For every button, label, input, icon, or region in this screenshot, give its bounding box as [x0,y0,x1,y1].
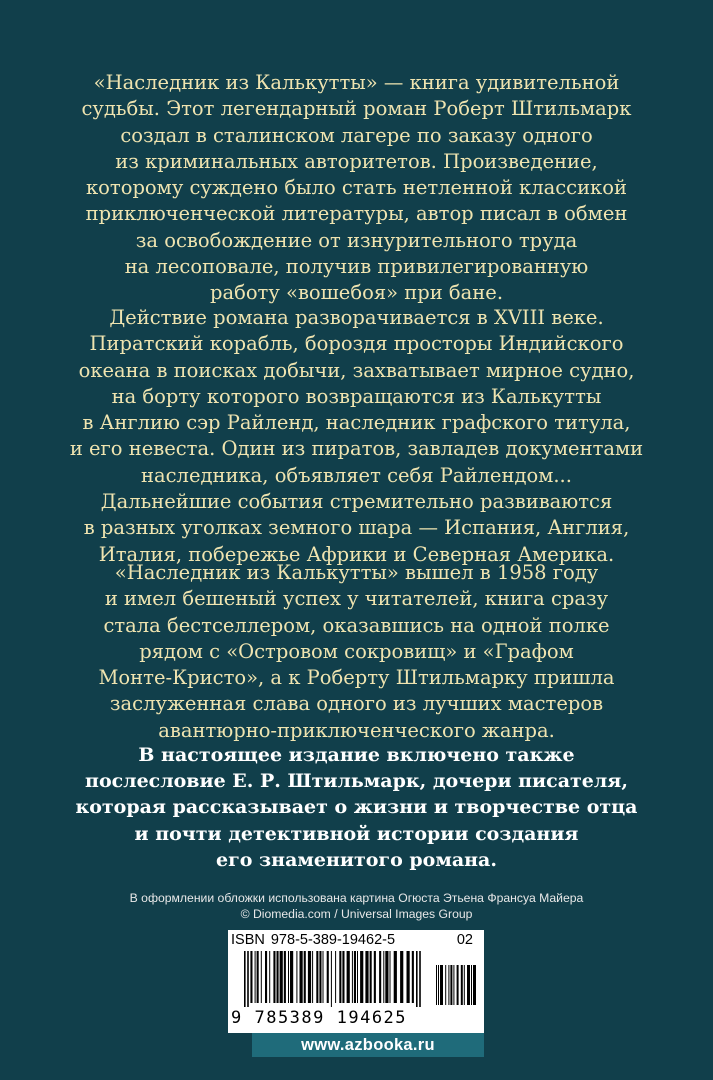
text-line: послесловие Е. Р. Штильмарк, дочери писателя, [85,770,628,793]
barcode-bar [379,951,381,1003]
text-line: в разных уголках земного шара — Испания, Англия, [83,516,630,540]
barcode-bar [312,951,313,1003]
barcode-bar [407,951,410,1003]
text-line: Пиратский корабль, бороздя просторы Индийского [89,332,624,356]
isbn-label [231,932,481,948]
barcode-bar [357,951,358,1003]
credit-line: В оформлении обложки использована картина Огюста Этьена Франсуа Майера [129,891,584,905]
barcode-bar [261,951,262,1003]
text-line: наследника, объявляет себя Райлендом... [141,463,572,487]
text-line: стала бестселлером, оказавшись на одной полке [103,613,610,637]
text-line: рядом с «Островом сокровищ» и «Графом [139,639,574,663]
barcode-bar [273,951,275,1003]
barcode-addon-bar [440,965,443,1005]
credit-line: © Diomedia.com / Universal Images Group [240,907,473,921]
text-line: Дальнейшие события стремительно развиваются [100,490,613,514]
text-line: судьбы. Этот легендарный роман Роберт Штильмарк [81,97,632,121]
barcode-bar [400,951,403,1003]
barcode-addon-bar [464,965,465,1005]
text-line: и его невеста. Один из пиратов, завладев документами [69,437,644,461]
barcode-addon-bar [473,965,476,1005]
barcode-addon-bar [471,965,472,1005]
description-paragraph-1 [30,70,683,307]
edition-note [30,742,683,873]
barcode-bar [323,951,324,1003]
text-line: «Наследник из Калькутты» — книга удивительной [93,71,620,94]
barcode-bar [365,951,368,1003]
barcode-bar [374,951,376,1003]
barcode-bar [347,951,350,1003]
text-line: на лесоповале, получив привилегированную [124,255,589,279]
barcode-bar [360,951,363,1003]
text-line: создал в сталинском лагере по заказу одного [120,123,593,147]
barcode-bar [319,951,321,1003]
barcode-bar [390,951,391,1003]
barcode-bar [394,951,397,1003]
barcode-bar [280,951,283,1003]
barcode-bar [385,951,388,1003]
barcode-digits [231,1008,407,1028]
barcode-bar [257,951,259,1003]
barcode-addon-bar [467,965,470,1005]
barcode-bar [296,951,297,1003]
barcode-bar [290,951,293,1003]
barcode-bar [255,951,256,1003]
ean-digits: 9 785389 194625 [231,1008,408,1028]
barcode-bar [269,951,270,1003]
text-line: за освобождение от изнурительного труда [135,228,578,252]
barcode-bars-icon [228,951,484,1009]
text-line: Монте-Кристо», а к Роберту Штильмарку пришла [98,666,615,690]
isbn-addon: 02 [456,932,473,948]
text-line: на борту которого возвращаются из Калькутты [111,384,602,408]
barcode-bar [339,951,341,1003]
barcode-bar [327,951,329,1003]
barcode-bar [277,951,279,1003]
barcode-bar [370,951,372,1003]
barcode-bar [284,951,286,1003]
barcode-bar [342,951,344,1003]
text-line: В настоящее издание включено также [138,744,575,766]
barcode [228,930,484,1033]
text-line: заслуженная слава одного из лучших мастеров [109,692,604,716]
barcode-bar [412,951,414,1003]
barcode-bar [335,951,336,1003]
barcode-addon-bar [461,965,463,1005]
text-line: и имел бешеный успех у читателей, книга сразу [104,587,609,611]
barcode-bar [354,951,356,1003]
text-line: Действие романа разворачивается в XVIII веке. [109,306,604,329]
barcode-bar [265,951,267,1003]
barcode-bar [304,951,306,1003]
barcode-addon-bar [457,965,459,1005]
text-line: Италия, побережье Африки и Северная Америка. [98,542,615,566]
barcode-addon-bar [450,965,452,1005]
text-line: «Наследник из Калькутты» вышел в 1958 году [114,561,599,584]
barcode-bar [419,951,421,1007]
barcode-bar [250,951,252,1003]
text-line: работу «вошебоя» при бане. [209,281,504,305]
barcode-bar [352,951,353,1003]
cover-credits [0,890,713,922]
text-line: из криминальных авторитетов. Произведение, [115,149,598,173]
website-link[interactable]: www.azbooka.ru [252,1033,484,1057]
barcode-bar [308,951,311,1003]
barcode-addon-bar [438,965,439,1005]
barcode-bar [416,951,418,1007]
barcode-addon-bar [436,965,437,1005]
barcode-addon-bar [448,965,449,1005]
barcode-bar [300,951,303,1003]
barcode-addon-bar [445,965,446,1005]
text-line: в Англию сэр Райленд, наследник графского титула, [82,411,631,435]
text-line: его знаменитого романа. [216,848,497,871]
barcode-bar [288,951,289,1003]
description-paragraph-2 [30,305,683,568]
barcode-bar [331,951,332,1007]
barcode-bar [316,951,318,1003]
text-line: которая рассказывает о жизни и творчестве отца [75,796,638,819]
barcode-addon-bar [453,965,454,1005]
text-line: приключенческой литературы, автор писал в обмен [85,202,628,226]
isbn-number: ISBN 978-5-389-19462-5 [231,932,396,948]
description-paragraph-3 [30,560,683,744]
text-line: и почти детективной истории создания [134,822,579,845]
text-line: океана в поисках добычи, захватывает мирное судно, [78,358,635,382]
barcode-bar [244,951,246,1007]
barcode-bar [247,951,249,1007]
barcode-bar [383,951,384,1003]
text-line: которому суждено было стать нетленной классикой [85,176,627,200]
text-line: авантюрно-приключенческого жанра. [158,718,555,742]
